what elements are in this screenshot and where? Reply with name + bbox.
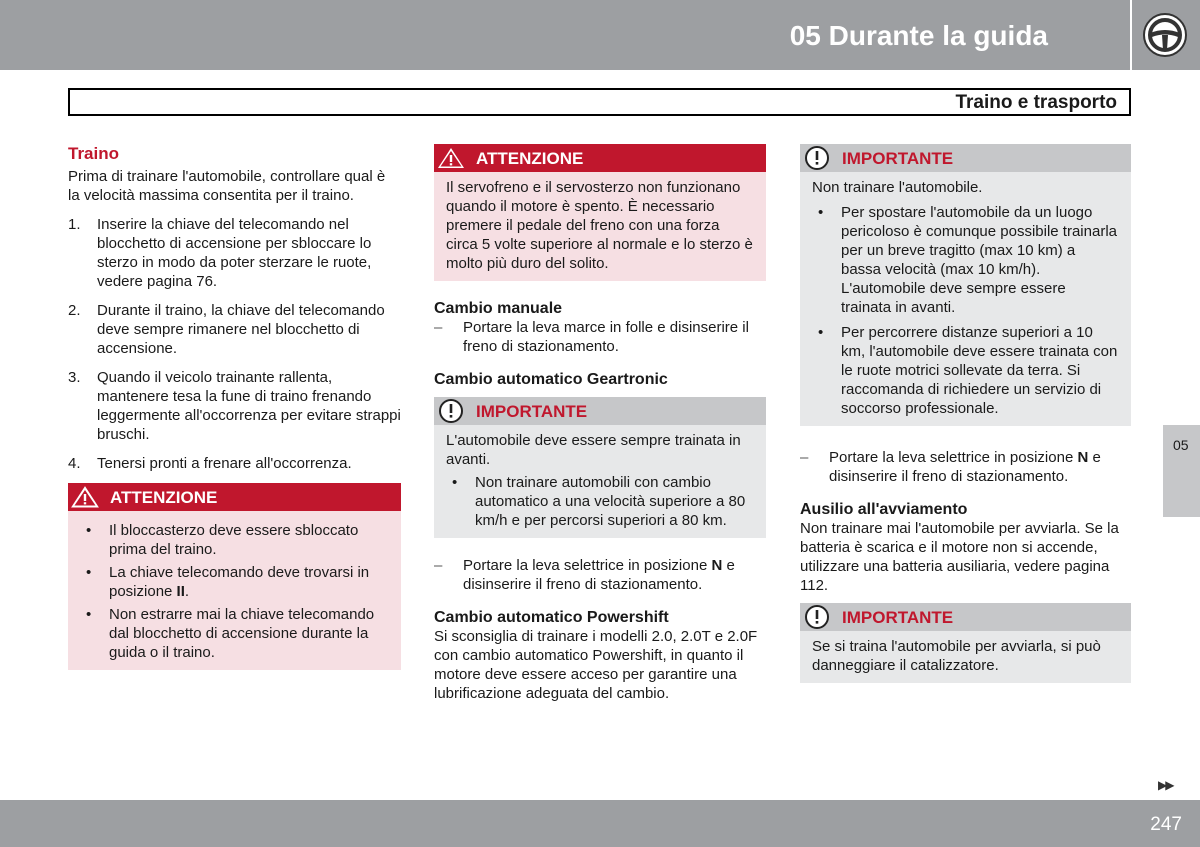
important-bullets: [812, 203, 1119, 418]
bullet-text: Non estrarre mai la chiave telecomando dal blocchetto di accensione durante la guida o il traino.: [109, 606, 375, 661]
dash-icon: –: [800, 449, 809, 466]
position-value: II: [176, 583, 185, 600]
towing-steps-list: [68, 215, 401, 473]
jump-start-heading: Ausilio all'avviamento: [800, 501, 968, 518]
step-text: Quando il veicolo trainante rallenta, mantenere tesa la fune di traino frenando leggermente all'occorrenza per evitare strappi bruschi.: [97, 369, 401, 443]
chapter-title: 05 Durante la guida: [789, 20, 1048, 51]
chapter-side-tab: [1163, 425, 1200, 517]
steering-wheel-icon: [1142, 12, 1188, 58]
important-box-body: [800, 631, 1131, 683]
warning-box-header: [434, 144, 766, 172]
important-label: IMPORTANTE: [842, 607, 954, 627]
step-text: Portare la leva selettrice in posizione: [463, 557, 712, 574]
bullet-text: La chiave telecomando deve trovarsi in posizione: [109, 564, 370, 600]
warning-triangle-icon: [436, 146, 466, 170]
exclamation-circle-icon: [802, 145, 832, 171]
bullet-icon: •: [818, 204, 824, 221]
exclamation-circle-icon: [436, 398, 466, 424]
important-label: IMPORTANTE: [842, 148, 954, 168]
manual-gearbox-heading: Cambio manuale: [434, 300, 563, 317]
step-number: 2.: [68, 302, 81, 319]
exclamation-circle-icon: [802, 604, 832, 630]
page-number: 247: [1150, 814, 1182, 835]
important-box-header: [800, 144, 1131, 172]
list-item: [812, 203, 1119, 317]
chapter-header-band: [0, 0, 1130, 70]
warning-text: Il servofreno e il servosterzo non funzionano quando il motore è spento. È necessario premere il pedale del freno con una forza circa 5 volte superiore al normale e lo sterzo è molto più duro del solito.: [446, 179, 753, 272]
bullet-text-end: .: [184, 583, 190, 600]
bullet-icon: •: [452, 474, 458, 491]
bullet-text: Non trainare automobili con cambio automatico a una velocità superiore a 80 km/h e per percorsi superiori a 80 km.: [475, 474, 746, 529]
bullet-text: Per percorrere distanze superiori a 10 km, l'automobile deve essere trainata con le ruote motrici sollevate da terra. Si raccomanda di richiedere un servizio di soccorso professionale.: [841, 324, 1118, 417]
list-item: [446, 473, 754, 530]
step-text: Portare la leva selettrice in posizione: [829, 449, 1078, 466]
important-text: Se si traina l'automobile per avviarla, si può danneggiare il catalizzatore.: [812, 638, 1101, 674]
column-2: [434, 144, 766, 703]
important-label: IMPORTANTE: [476, 401, 588, 421]
important-box-body: [434, 425, 766, 538]
bullet-text: Il bloccasterzo deve essere sbloccato prima del traino.: [109, 522, 359, 558]
warning-box: [68, 483, 401, 670]
bullet-text: Per spostare l'automobile da un luogo pericoloso è comunque possibile trainarla per un breve tragitto (max 10 km) a bassa velocità (max 10 km/h). L'automobile deve sempre essere trainata in avanti.: [841, 204, 1117, 316]
list-item: [68, 301, 401, 358]
step-text-end: e disinserire il freno di stazionamento.: [463, 557, 735, 593]
section-title-bar: [68, 88, 1131, 116]
chapter-icon-box: [1132, 0, 1200, 70]
chapter-tab-label: 05: [1173, 437, 1189, 453]
step-number: 1.: [68, 216, 81, 233]
bullet-icon: •: [86, 564, 92, 581]
bullet-icon: •: [818, 324, 824, 341]
list-item: [80, 563, 389, 601]
traino-heading: Traino: [68, 144, 120, 163]
list-item: [434, 318, 766, 356]
list-item: [80, 521, 389, 559]
important-box: [434, 397, 766, 538]
list-item: [80, 605, 389, 662]
dash-icon: –: [434, 557, 443, 574]
warning-triangle-icon: [70, 485, 100, 509]
list-item: [800, 448, 1131, 486]
important-bullets: [446, 473, 754, 530]
important-box-header: [434, 397, 766, 425]
geartronic-heading: Cambio automatico Geartronic: [434, 371, 668, 388]
column-1: [68, 144, 401, 670]
traino-intro: Prima di trainare l'automobile, controllare qual è la velocità massima consentita per il traino.: [68, 168, 386, 204]
warning-bullets: [80, 521, 389, 662]
footer-band: [0, 800, 1200, 847]
step-text: Inserire la chiave del telecomando nel blocchetto di accensione per sbloccare lo sterzo in modo da poter sterzare le ruote, vedere pagina 76.: [97, 216, 372, 290]
warning-box-body: [68, 511, 401, 670]
step-number: 3.: [68, 369, 81, 386]
list-item: [68, 215, 401, 291]
warning-box: [434, 144, 766, 281]
bullet-icon: •: [86, 522, 92, 539]
important-box-header: [800, 603, 1131, 631]
selector-position: N: [1077, 449, 1089, 466]
bullet-icon: •: [86, 606, 92, 623]
important-box: [800, 603, 1131, 683]
warning-label: ATTENZIONE: [110, 487, 218, 507]
section-title: Traino e trasporto: [955, 92, 1117, 113]
powershift-heading: Cambio automatico Powershift: [434, 609, 669, 626]
step-text: Durante il traino, la chiave del telecomando deve sempre rimanere nel blocchetto di accensione.: [97, 302, 385, 357]
important-box: [800, 144, 1131, 426]
step-text: Portare la leva marce in folle e disinserire il freno di stazionamento.: [463, 319, 749, 355]
important-text: Non trainare l'automobile.: [812, 179, 983, 196]
step-number: 4.: [68, 455, 81, 472]
warning-label: ATTENZIONE: [476, 148, 584, 168]
dash-icon: –: [434, 319, 443, 336]
warning-box-header: [68, 483, 401, 511]
step-text-end: e disinserire il freno di stazionamento.: [829, 449, 1101, 485]
list-item: [812, 323, 1119, 418]
step-text: Tenersi pronti a frenare all'occorrenza.: [97, 455, 352, 472]
warning-box-body: [434, 172, 766, 281]
important-box-body: [800, 172, 1131, 426]
list-item: [434, 556, 766, 594]
column-3: [800, 144, 1131, 683]
list-item: [68, 454, 401, 473]
selector-position: N: [711, 557, 723, 574]
double-arrow-right-icon: ▶▶: [1158, 778, 1173, 792]
list-item: [68, 368, 401, 444]
jump-start-text: Non trainare mai l'automobile per avviarla. Se la batteria è scarica e il motore non si accende, utilizzare una batteria ausiliaria, vedere pagina 112.: [800, 520, 1119, 594]
powershift-text: Si sconsiglia di trainare i modelli 2.0, 2.0T e 2.0F con cambio automatico Powershift, in quanto il motore deve essere acceso per garantire una lubrificazione adeguata del cambio.: [434, 628, 758, 702]
important-text: L'automobile deve essere sempre trainata in avanti.: [446, 432, 741, 468]
